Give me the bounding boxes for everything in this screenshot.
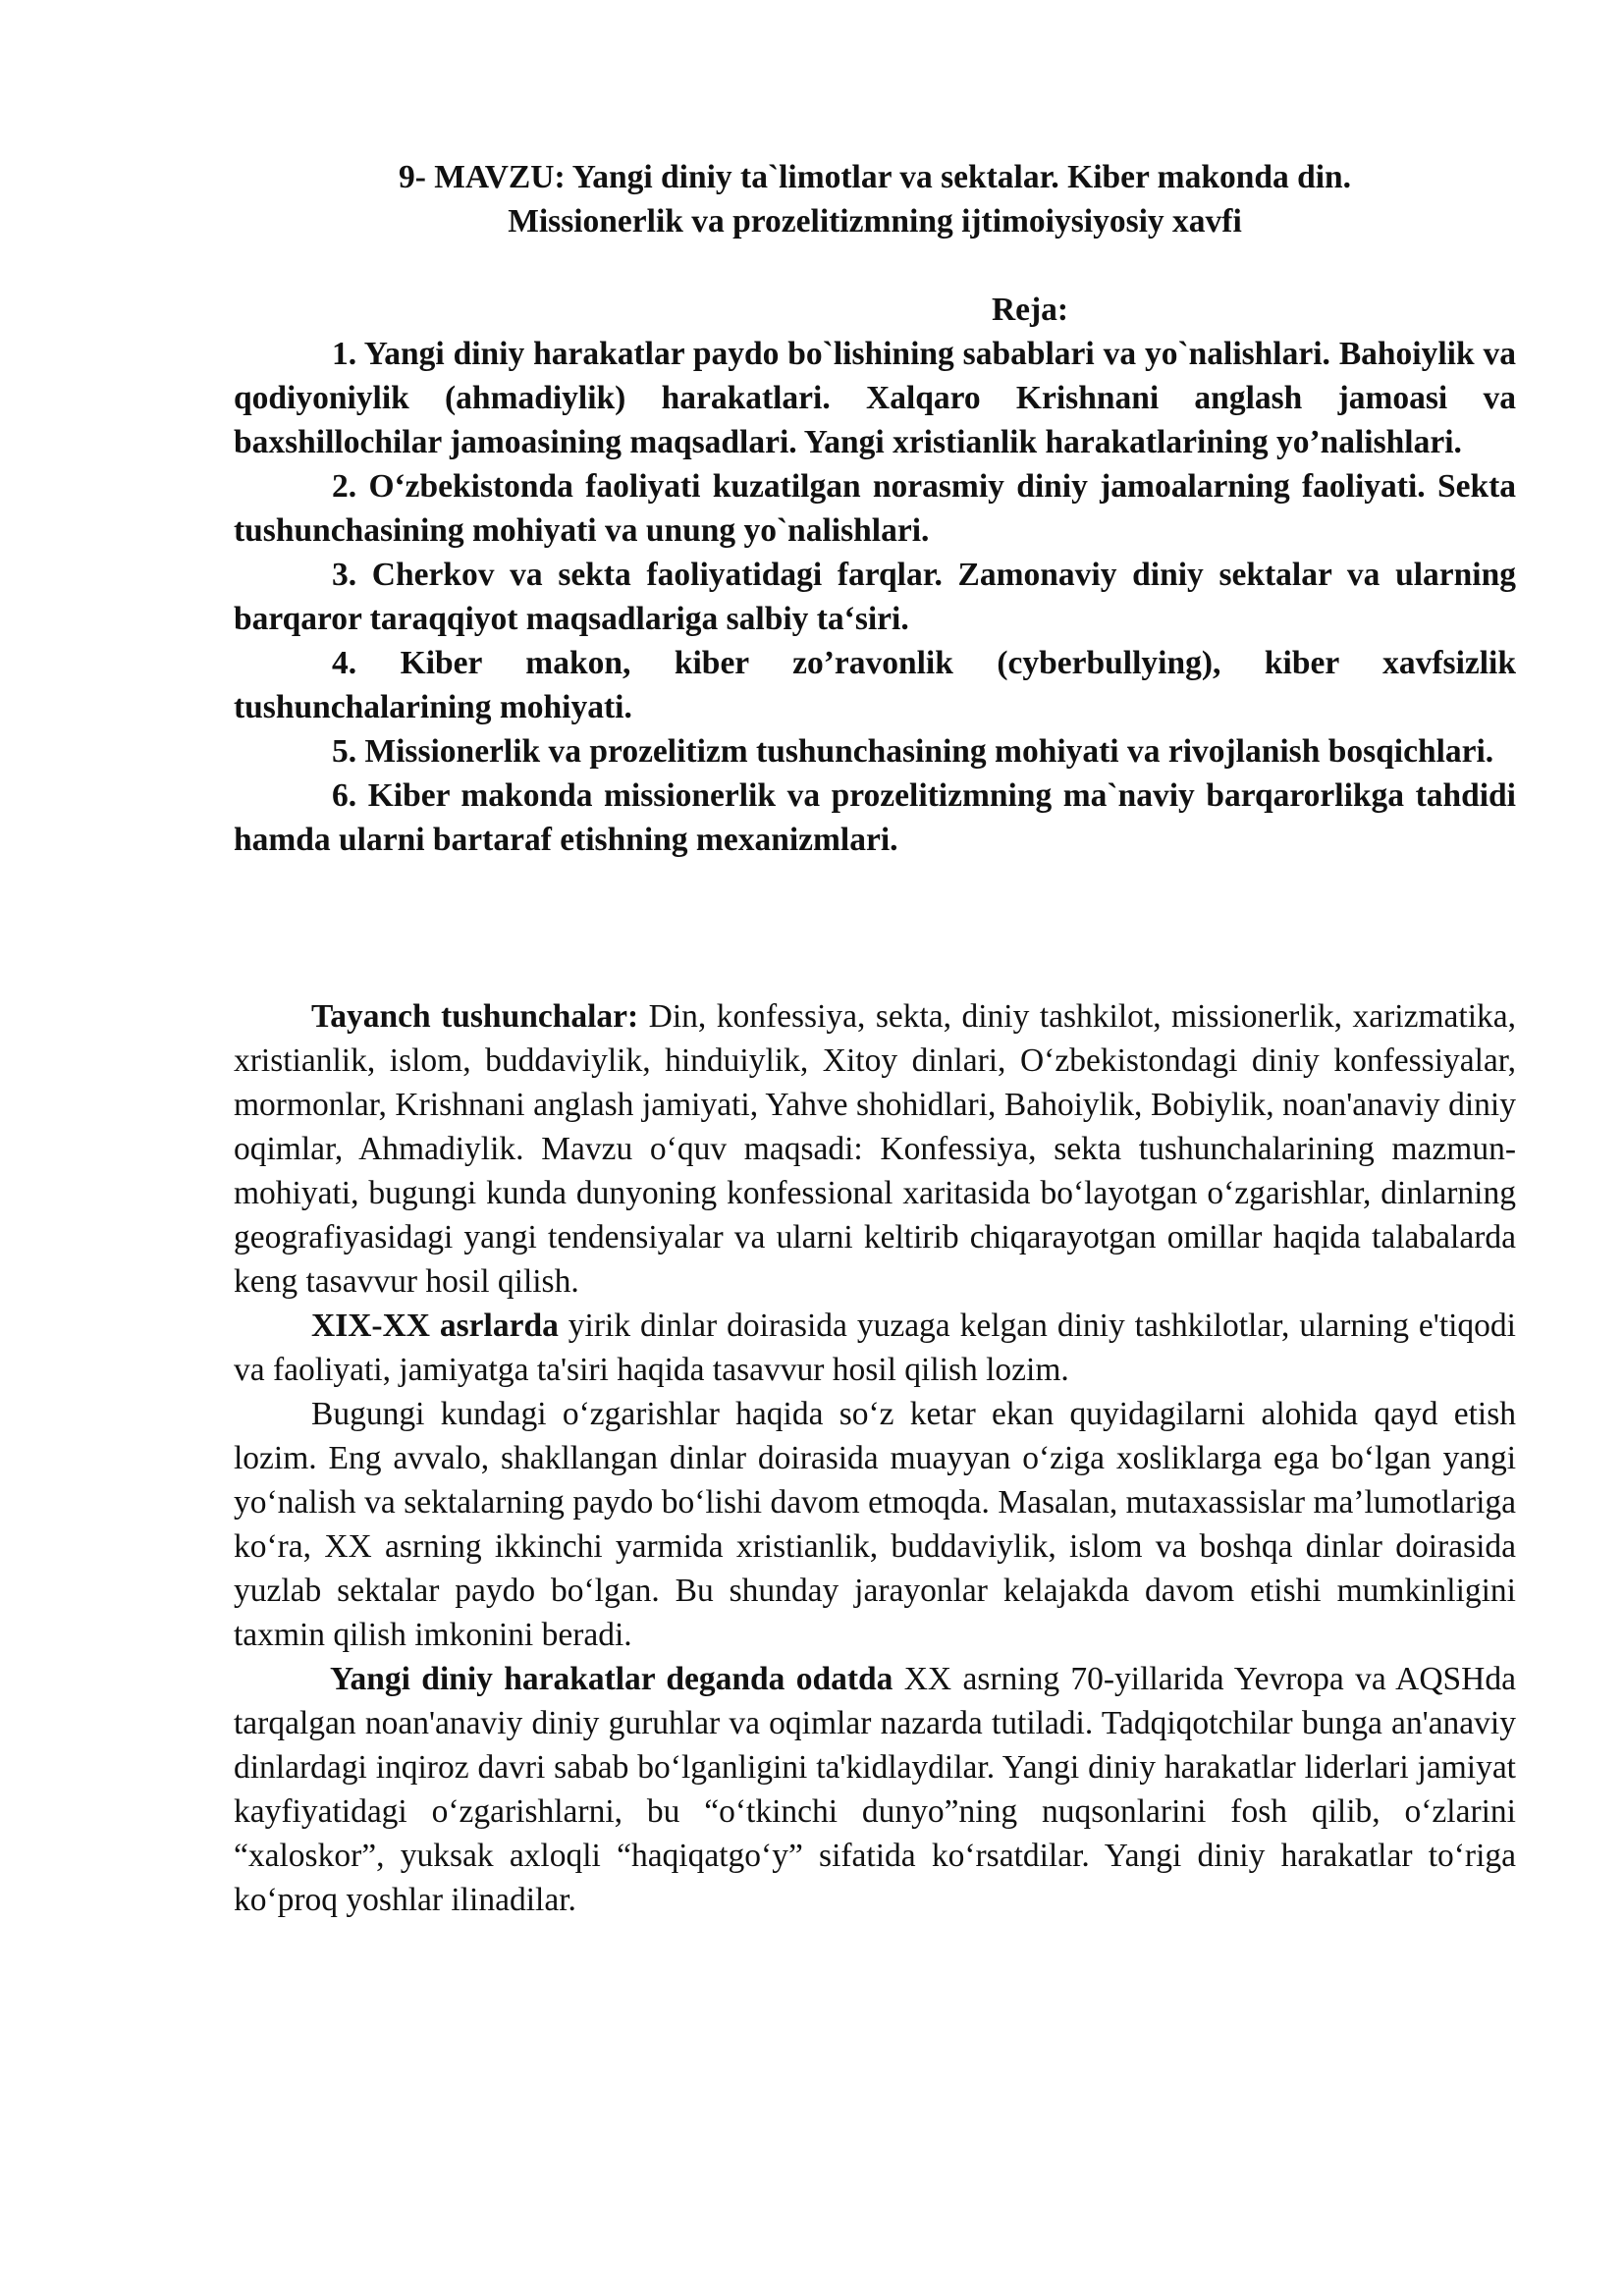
document-page: [234, 155, 1516, 1922]
document-title: [234, 155, 1516, 243]
paragraph-lead: Tayanch tushunchalar:: [311, 998, 639, 1035]
plan-item: 5. Missionerlik va prozelitizm tushunchasining mohiyati va rivojlanish bosqichlari.: [332, 733, 1494, 770]
body-text: [234, 994, 1516, 1922]
paragraph-new-religious-movements: [234, 1657, 1516, 1922]
plan-item: 2. O‘zbekistonda faoliyati kuzatilgan norasmiy diniy jamoalarning faoliyati. Sekta tushunchasining mohiyati va unung yo`nalishlari.: [234, 468, 1516, 549]
plan-heading: Reja:: [991, 292, 1069, 328]
plan-list: [234, 332, 1516, 862]
plan-item: 6. Kiber makonda missionerlik va prozelitizmning ma`naviy barqarorlikga tahdidi hamda ularni bartaraf etishning mexanizmlari.: [234, 777, 1516, 858]
plan-item: 1. Yangi diniy harakatlar paydo bo`lishining sabablari va yo`nalishlari. Bahoiylik va qodiyoniylik (ahmadiylik) harakatlari. Xalqaro Krishnani anglash jamoasi va baxshillochilar jamoasining maqsadlari. Yangi xristianlik harakatlarining yo’nalishlari.: [234, 336, 1516, 460]
paragraph-text: yirik dinlar doirasida yuzaga kelgan diniy tashkilotlar, ularning e'tiqodi va faoliyati, jamiyatga ta'siri haqida tasavvur hosil qilish lozim.: [234, 1308, 1516, 1388]
plan-item: 4. Kiber makon, kiber zo’ravonlik (cyberbullying), kiber xavfsizlik tushunchalarining mohiyati.: [234, 645, 1516, 725]
paragraph-key-concepts: [234, 994, 1516, 1304]
paragraph-text: Bugungi kundagi o‘zgarishlar haqida so‘z ketar ekan quyidagilarni alohida qayd etish lozim. Eng avvalo, shakllangan dinlar doirasida muayyan o‘ziga xosliklarga ega bo‘lgan yangi yo‘nalish va sektalarning paydo bo‘lishi davom etmoqda. Masalan, mutaxassislar ma’lumotlariga ko‘ra, XX asrning ikkinchi yarmida xristianlik, buddaviylik, islom va boshqa dinlar doirasida yuzlab sektalar paydo bo‘lgan. Bu shunday jarayonlar kelajakda davom etishi mumkinligini taxmin qilish imkonini beradi.: [234, 1396, 1516, 1653]
paragraph-text: XX asrning 70-yillarida Yevropa va AQSHda tarqalgan noan'anaviy diniy guruhlar va oqimlar nazarda tutiladi. Tadqiqotchilar bunga an'anaviy dinlardagi inqiroz davri sabab bo‘lganligini ta'kidlaydilar. Yangi diniy harakatlar liderlari jamiyat kayfiyatidagi o‘zgarishlarni, bu “o‘tkinchi dunyo”ning nuqsonlarini fosh qilib, o‘zlarini “xaloskor”, yuksak axloqli “haqiqatgo‘y” sifatida ko‘rsatdilar. Yangi diniy harakatlar to‘riga ko‘proq yoshlar ilinadilar.: [234, 1661, 1516, 1918]
title-line-1: 9- MAVZU: Yangi diniy ta`limotlar va sektalar. Kiber makonda din.: [398, 159, 1352, 195]
paragraph-19-20-centuries: [234, 1304, 1516, 1392]
paragraph-text: Din, konfessiya, sekta, diniy tashkilot, missionerlik, xarizmatika, xristianlik, islom, buddaviylik, hinduiylik, Xitoy dinlari, O‘zbekistondagi diniy konfessiyalar, mormonlar, Krishnani anglash jamiyati, Yahve shohidlari, Bahoiylik, Bobiylik, noan'anaviy diniy oqimlar, Ahmadiylik. Mavzu o‘quv maqsadi: Konfessiya, sekta tushunchalarining mazmun-mohiyati, bugungi kunda dunyoning konfessional xaritasida bo‘layotgan o‘zgarishlar, dinlarning geografiyasidagi yangi tendensiyalar va ularni keltirib chiqarayotgan omillar haqida talabalarda keng tasavvur hosil qilish.: [234, 998, 1517, 1300]
plan-item: 3. Cherkov va sekta faoliyatidagi farqlar. Zamonaviy diniy sektalar va ularning barqaror taraqqiyot maqsadlariga salbiy ta‘siri.: [234, 557, 1516, 637]
paragraph-changes-today: [234, 1392, 1516, 1657]
paragraph-lead: XIX-XX asrlarda: [311, 1308, 559, 1344]
title-line-2: Missionerlik va prozelitizmning ijtimoiysiyosiy xavfi: [508, 203, 1242, 240]
paragraph-lead: Yangi diniy harakatlar deganda odatda: [330, 1661, 893, 1697]
